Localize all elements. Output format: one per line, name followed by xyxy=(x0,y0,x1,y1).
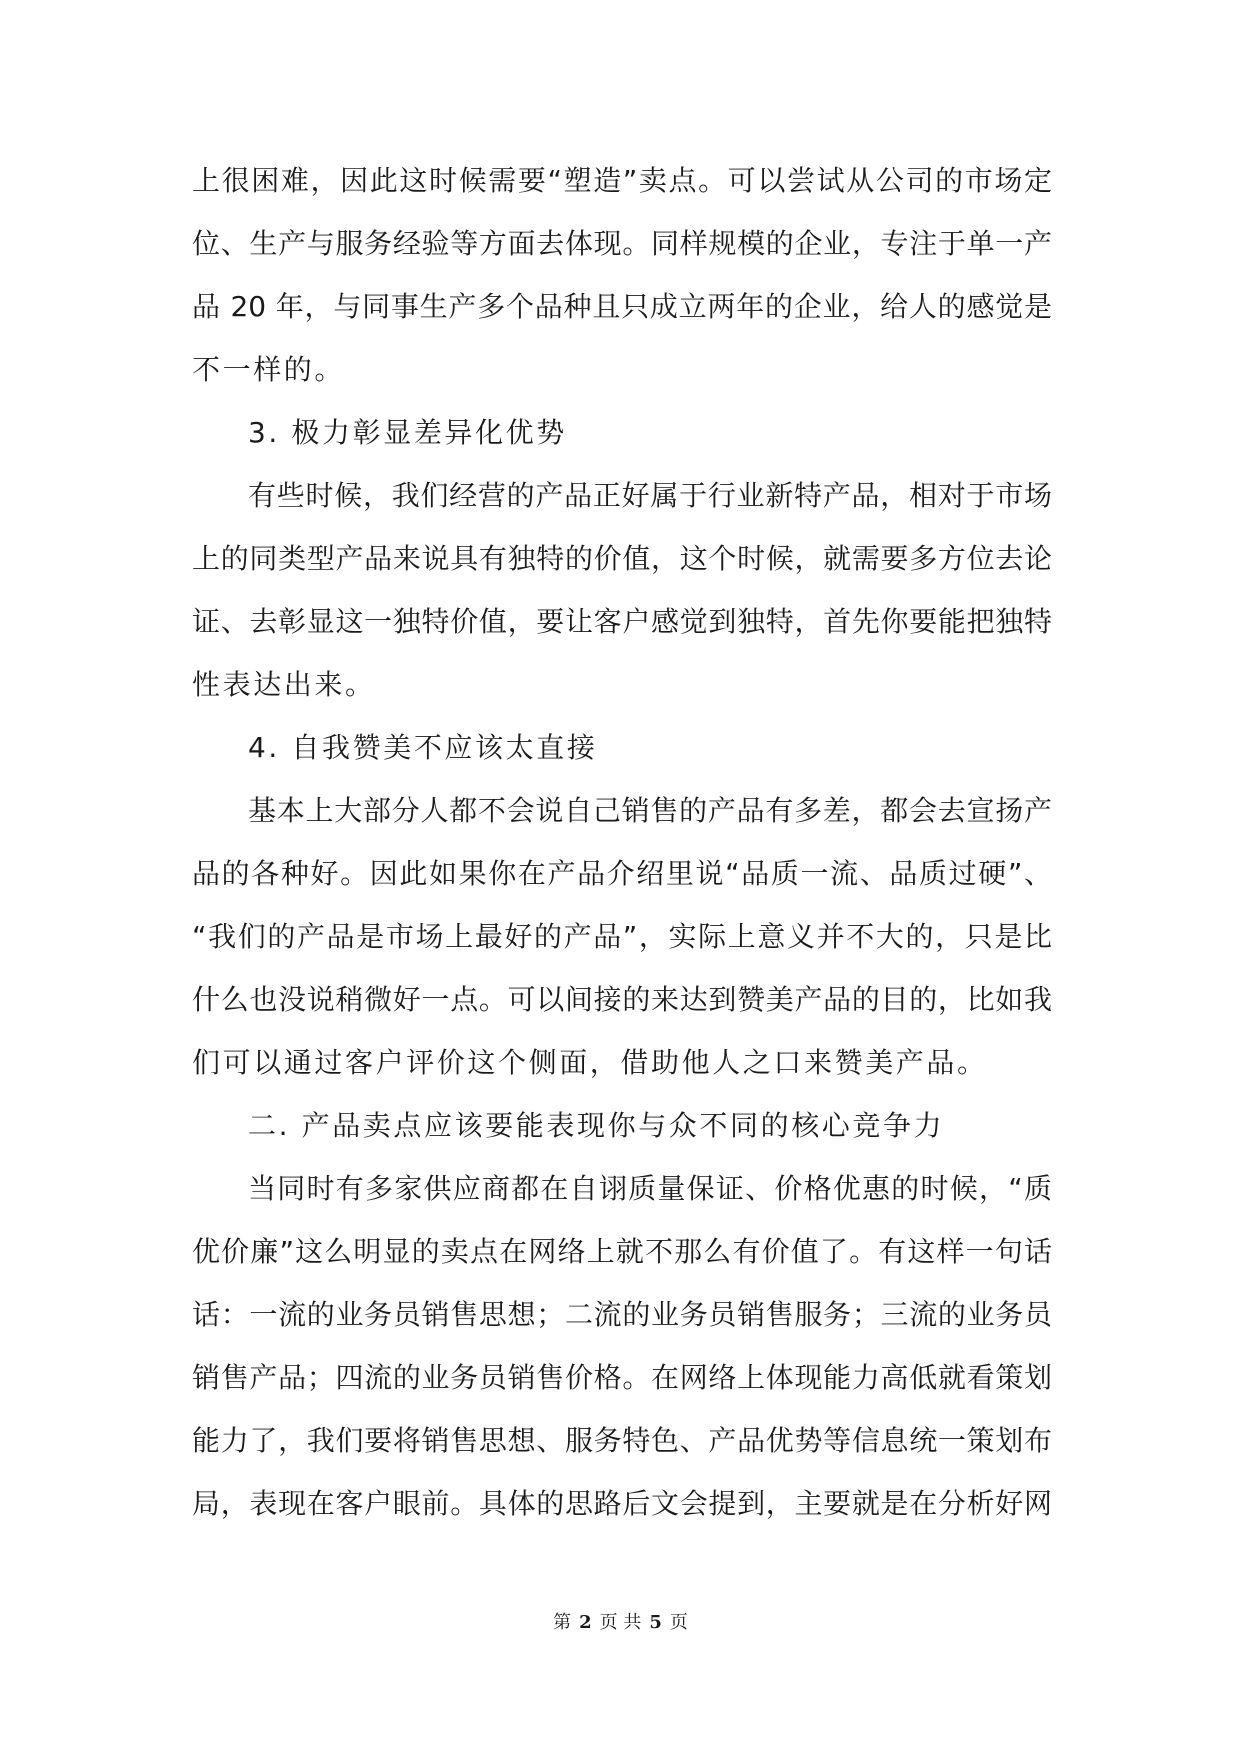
paragraph-line: 上的同类型产品来说具有独特的价值，这个时候，就需要多方位去论 xyxy=(192,542,1052,575)
paragraph-line: 上很困难，因此这时候需要“塑造”卖点。可以尝试从公司的市场定 xyxy=(192,164,1052,197)
footer-suffix: 页 xyxy=(669,1612,688,1633)
section-heading: 二. 产品卖点应该要能表现你与众不同的核心竞争力 xyxy=(248,1109,945,1142)
paragraph-line: 优价廉”这么明显的卖点在网络上就不那么有价值了。有这样一句话 xyxy=(192,1235,1052,1268)
footer-prefix: 第 xyxy=(553,1612,572,1633)
paragraph-line: 销售产品；四流的业务员销售价格。在网络上体现能力高低就看策划 xyxy=(192,1361,1052,1394)
section-heading: 3. 极力彰显差异化优势 xyxy=(248,416,567,449)
paragraph-line: 们可以通过客户评价这个侧面，借助他人之口来赞美产品。 xyxy=(192,1046,988,1079)
paragraph-line: 品 20 年，与同事生产多个品种且只成立两年的企业，给人的感觉是 xyxy=(192,290,1052,323)
paragraph-line: 当同时有多家供应商都在自诩质量保证、价格优惠的时候，“质 xyxy=(248,1172,1052,1205)
paragraph-line: 什么也没说稍微好一点。可以间接的来达到赞美产品的目的，比如我 xyxy=(192,983,1052,1016)
footer-middle: 页 共 xyxy=(599,1612,642,1633)
total-page-count: 5 xyxy=(649,1612,662,1633)
paragraph-line: 不一样的。 xyxy=(192,353,346,386)
paragraph-line: 基本上大部分人都不会说自己销售的产品有多差，都会去宣扬产 xyxy=(248,794,1052,827)
current-page-number: 2 xyxy=(579,1612,592,1633)
paragraph-line: 有些时候，我们经营的产品正好属于行业新特产品，相对于市场 xyxy=(248,479,1052,512)
paragraph-line: 话：一流的业务员销售思想；二流的业务员销售服务；三流的业务员 xyxy=(192,1298,1052,1331)
section-heading: 4. 自我赞美不应该太直接 xyxy=(248,731,598,764)
paragraph-line: 证、去彰显这一独特价值，要让客户感觉到独特，首先你要能把独特 xyxy=(192,605,1052,638)
paragraph-line: 局，表现在客户眼前。具体的思路后文会提到，主要就是在分析好网 xyxy=(192,1487,1052,1520)
paragraph-line: 能力了，我们要将销售思想、服务特色、产品优势等信息统一策划布 xyxy=(192,1424,1052,1457)
paragraph-line: “我们的产品是市场上最好的产品”，实际上意义并不大的，只是比 xyxy=(192,920,1052,953)
paragraph-line: 性表达出来。 xyxy=(192,668,376,701)
paragraph-line: 品的各种好。因此如果你在产品介绍里说“品质一流、品质过硬”、 xyxy=(192,857,1052,890)
page-footer xyxy=(0,1611,1241,1635)
paragraph-line: 位、生产与服务经验等方面去体现。同样规模的企业，专注于单一产 xyxy=(192,227,1052,260)
